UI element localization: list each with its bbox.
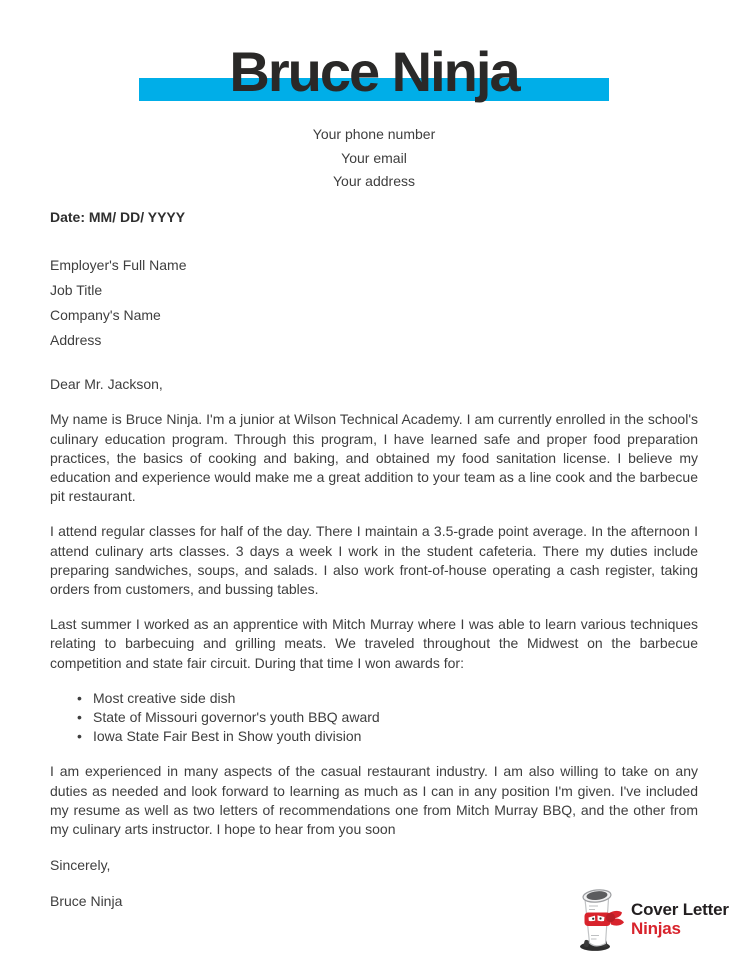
recipient-address: Address: [50, 332, 102, 349]
awards-list: [50, 689, 698, 747]
list-item: • Most creative side dish: [93, 689, 698, 708]
list-item: • Iowa State Fair Best in Show youth division: [93, 727, 698, 746]
contact-email: Your email: [341, 149, 407, 166]
paragraph-apprentice: Last summer I worked as an apprentice with Mitch Murray where I was able to learn various techniques relating to barbecuing and grilling meats. We traveled throughout the Midwest on the barbecue competition and state fair circuit. During that time I won awards for:: [50, 616, 698, 671]
paragraph-classes: I attend regular classes for half of the day. There I maintain a 3.5-grade point average. In the afternoon I attend culinary arts classes. 3 days a week I work in the student cafeteria. There my duties include preparing sandwiches, soups, and salads. I also work front-of-house operating a cash register, taking orders from customers, and bussing tables.: [50, 523, 698, 598]
recipient-job-title: Job Title: [50, 282, 103, 299]
contact-phone: Your phone number: [312, 126, 436, 142]
recipient-employer-name: Employer's Full Name: [50, 257, 187, 274]
recipient-company-name: Company's Name: [50, 307, 161, 324]
letter-body: [50, 208, 698, 912]
date-line: Date: MM/ DD/ YYYY: [50, 209, 186, 225]
page-title: Bruce Ninja: [229, 39, 519, 103]
signature: Bruce Ninja: [50, 893, 123, 910]
valediction: Sincerely,: [50, 857, 111, 874]
brand-logo: [568, 886, 729, 952]
brand-line-cover-letter: Cover Letter: [631, 899, 729, 919]
salutation: Dear Mr. Jackson,: [50, 376, 163, 393]
ninja-scroll-icon: [568, 886, 626, 952]
list-item: • State of Missouri governor's youth BBQ award: [93, 708, 698, 727]
paragraph-closing: I am experienced in many aspects of the casual restaurant industry. I am also willing to take on any duties as needed and look forward to learning as much as I can in any position I'm given. I've included my resume as well as two letters of recommendations one from Mitch Murray BBQ, and the other from my culinary arts instructor. I hope to hear from you soon: [50, 763, 698, 838]
paragraph-intro: My name is Bruce Ninja. I'm a junior at Wilson Technical Academy. I am currently enrolled in the school's culinary education program. Through this program, I have learned safe and proper food preparation practices, the basics of cooking and baking, and obtained my food sanitation license. I believe my education and experience would make me a great addition to your team as a line cook and the barbecue pit restaurant.: [50, 411, 698, 505]
contact-address: Your address: [333, 173, 415, 189]
recipient-block: [50, 253, 698, 353]
contact-block: [0, 123, 748, 194]
brand-line-ninjas: Ninjas: [631, 919, 681, 938]
brand-wordmark: [631, 900, 729, 939]
